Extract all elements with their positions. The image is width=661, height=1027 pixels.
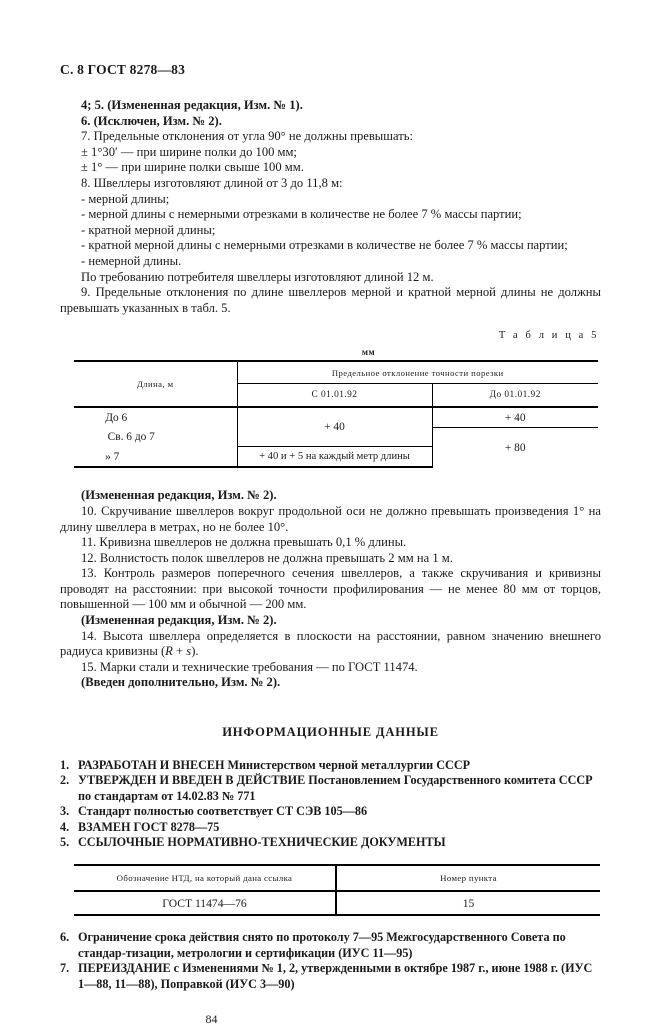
clause-14-text-b: ). — [191, 644, 199, 659]
info-section-title: ИНФОРМАЦИОННЫЕ ДАННЫЕ — [222, 725, 439, 740]
clause-14-symbol-s: s — [186, 644, 192, 659]
clause-8-note: По требованию потребителя швеллеры изготовляют длиной 12 м. — [81, 269, 434, 284]
note-revision-1: (Измененная редакция, Изм. № 2). — [81, 488, 277, 503]
clause-14-plus: + — [172, 644, 187, 659]
table5-header-row-1 — [74, 361, 598, 384]
clause-8: 8. Швеллеры изготовляют длиной от 3 до 11,8 м: — [81, 175, 343, 190]
table5-wrapper — [74, 360, 598, 468]
info-list — [60, 758, 601, 850]
info-item-number: 5. — [60, 835, 70, 850]
table5-r1-col2: + 80 — [432, 428, 598, 468]
list-item — [60, 804, 601, 819]
clause-7-line-b: ± 1° — при ширине полки свыше 100 мм. — [81, 160, 304, 175]
list-item — [60, 961, 601, 992]
table5-r2-col1: + 40 и + 5 на каждый метр длины — [237, 447, 432, 468]
table-ntd-wrapper — [74, 864, 600, 916]
info-item-text: УТВЕРЖДЕН И ВВЕДЕН В ДЕЙСТВИЕ Постановлением Государственного комитета СССР по стандартам от 14.02.83 № 771 — [78, 773, 593, 803]
info-list-continued — [60, 930, 601, 992]
note-revision-2: (Измененная редакция, Изм. № 2). — [81, 613, 277, 628]
table5 — [74, 360, 598, 468]
list-item — [60, 820, 601, 835]
page-content — [60, 0, 601, 1027]
info-item-number: 4. — [60, 819, 70, 834]
clause-9: 9. Предельные отклонения по длине швеллеров мерной и кратной мерной длины не должны превышать указанных в табл. 5. — [60, 285, 601, 315]
table-ntd-header-col1: Обозначение НТД, на который дана ссылка — [74, 865, 336, 891]
table-ntd-r0-doc: ГОСТ 11474—76 — [74, 891, 336, 915]
table-ntd-header-row — [74, 865, 600, 891]
info-item-number: 1. — [60, 758, 70, 773]
clauses-block — [60, 98, 601, 316]
info-item-number: 2. — [60, 773, 70, 788]
list-item — [60, 773, 601, 804]
info-item-number: 7. — [60, 961, 70, 976]
clause-8-bullet-4: - кратной мерной длины с немерными отрезками в количестве не более 7 % массы партии; — [81, 238, 568, 253]
table5-header-span: Предельное отклонение точности порезки — [237, 361, 598, 384]
table5-r1-length: Св. 6 до 7 — [107, 431, 155, 444]
clause-7-line-a: ± 1°30′ — при ширине полки до 100 мм; — [81, 144, 297, 159]
clause-8-bullet-2: - мерной длины с немерными отрезками в количестве не более 7 % массы партии; — [81, 207, 522, 222]
clause-14-text-a: 14. Высота швеллера определяется в плоскости на расстоянии, равном значению внешнего радиуса кривизны ( — [60, 628, 601, 659]
list-item — [60, 930, 601, 961]
note-added: (Введен дополнительно, Изм. № 2). — [81, 675, 281, 690]
clause-8-bullet-1: - мерной длины; — [81, 191, 170, 206]
info-item-text: РАЗРАБОТАН И ВНЕСЕН Министерством черной металлургии СССР — [78, 758, 471, 773]
table5-header-col2: До 01.01.92 — [432, 384, 598, 408]
table-ntd-r0-item: 15 — [336, 891, 600, 915]
table5-caption: Т а б л и ц а 5 — [498, 330, 599, 342]
info-item-text: Стандарт полностью соответствует СТ СЭВ 105—86 — [78, 804, 368, 819]
list-item — [60, 835, 601, 850]
clause-14-symbol-r: R — [165, 644, 173, 659]
page-header: С. 8 ГОСТ 8278—83 — [60, 62, 186, 77]
info-item-number: 3. — [60, 804, 70, 819]
info-item-text: ВЗАМЕН ГОСТ 8278—75 — [78, 819, 220, 834]
list-item — [60, 758, 601, 773]
info-item-text: ССЫЛОЧНЫЕ НОРМАТИВНО-ТЕХНИЧЕСКИЕ ДОКУМЕНТЫ — [78, 835, 446, 850]
clause-8-bullet-3: - кратной мерной длины; — [81, 222, 216, 237]
clause-15: 15. Марки стали и технические требования — по ГОСТ 11474. — [81, 659, 418, 674]
clause-14 — [60, 629, 601, 660]
table5-unit: мм — [361, 347, 376, 358]
after-table-block — [60, 488, 601, 691]
info-item-text: Ограничение срока действия снято по протоколу 7—95 Межгосударственного Совета по стандар-тизации, метрологии и сертификации (ИУС 11—95) — [78, 930, 566, 960]
clause-11: 11. Кривизна швеллеров не должна превышать 0,1 % длины. — [81, 535, 407, 550]
clause-8-bullet-5: - немерной длины. — [81, 253, 182, 268]
table5-r0-length: До 6 — [105, 412, 128, 425]
table-row — [74, 891, 600, 915]
clause-7: 7. Предельные отклонения от угла 90° не должны превышать: — [81, 129, 413, 144]
table5-header-col1: С 01.01.92 — [237, 384, 432, 408]
table5-r2-length: » 7 — [74, 447, 237, 468]
table5-r0-col1: + 40 — [237, 407, 432, 447]
page-number: 84 — [205, 1012, 218, 1027]
info-item-number: 6. — [60, 930, 70, 945]
clause-12: 12. Волнистость полок швеллеров не должна превышать 2 мм на 1 м. — [81, 550, 453, 565]
table-row — [74, 407, 598, 428]
clause-6: 6. (Исключен, Изм. № 2). — [81, 113, 222, 128]
info-item-text: ПЕРЕИЗДАНИЕ с Изменениями № 1, 2, утвержденными в октябре 1987 г., июне 1988 г. (ИУС 1—88, 11—88), Поправкой (ИУС 3—90) — [78, 961, 593, 991]
table-ntd-header-col2: Номер пункта — [336, 865, 600, 891]
table5-r0-col2: + 40 — [432, 407, 598, 428]
clause-13: 13. Контроль размеров поперечного сечения швеллеров, а также скручивания и кривизны проводят на расстоянии: при высокой точности профилирования — не менее 80 мм от торцов, повышенной — 100 мм и обычной — 200 мм. — [60, 566, 601, 612]
clause-10: 10. Скручивание швеллеров вокруг продольной оси не должно превышать произведения 1° на длину швеллера в метрах, но не более 10°. — [60, 503, 601, 534]
clause-4-5: 4; 5. (Измененная редакция, Изм. № 1). — [81, 98, 303, 112]
table-ntd — [74, 864, 600, 916]
table5-header-length: Длина, м — [74, 361, 237, 407]
